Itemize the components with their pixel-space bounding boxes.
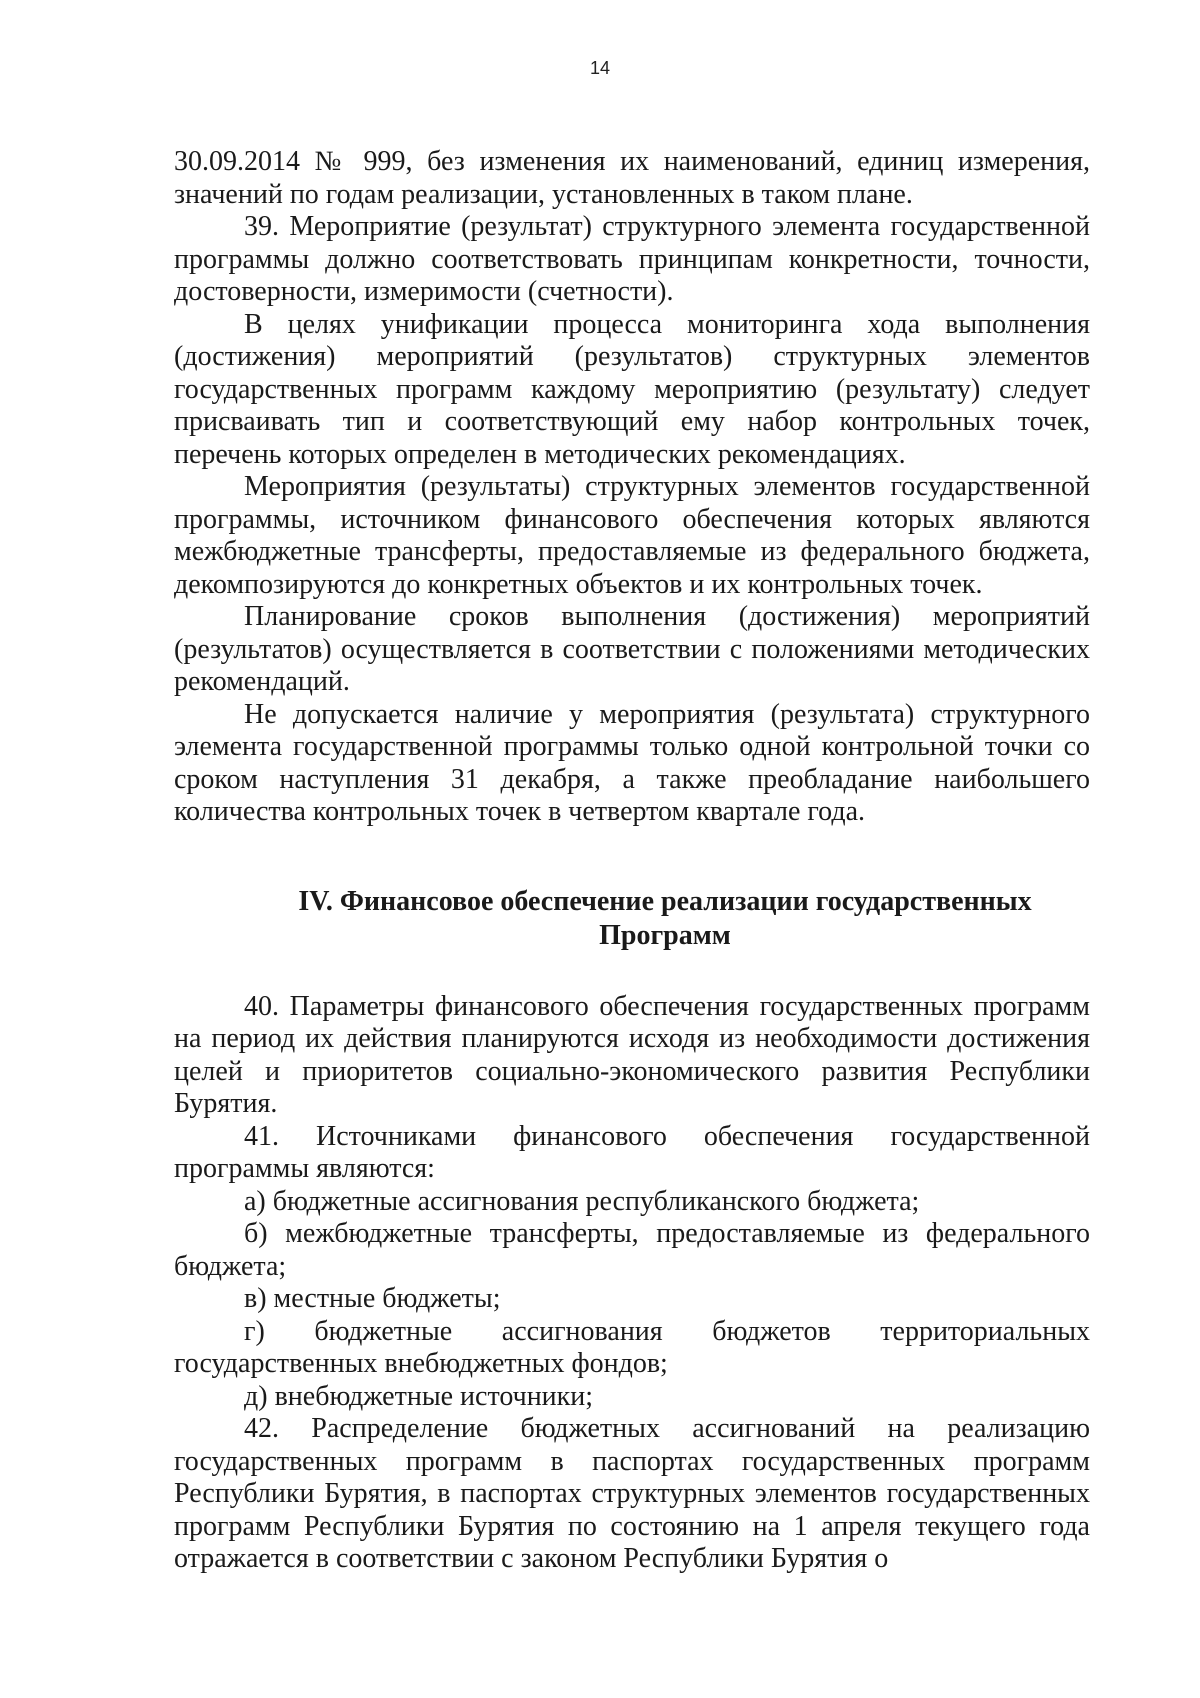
paragraph: в) местные бюджеты; — [244, 1283, 501, 1314]
paragraph: 39. Мероприятие (результат) структурного элемента государственной программы должно соответствовать принципам конкретности, точности, достоверности, измеримости (счетности). — [174, 211, 1090, 307]
paragraphs-after-section — [174, 991, 1090, 1576]
paragraph: В целях унификации процесса мониторинга хода выполнения (достижения) мероприятий (результатов) структурных элементов государственных программ каждому мероприятию (результату) следует присваивать тип и соответствующий ему набор контрольных точек, перечень которых определен в методических рекомендациях. — [174, 308, 1090, 470]
paragraph: 42. Распределение бюджетных ассигнований на реализацию государственных программ в паспортах государственных программ Республики Бурятия, в паспортах структурных элементов государственных программ Республики Бурятия по состоянию на 1 апреля текущего года отражается в соответствии с законом Республики Бурятия о — [174, 1413, 1090, 1574]
paragraph: 30.09.2014 № 999, без изменения их наименований, единиц измерения, значений по годам реализации, установленных в таком плане. — [174, 146, 1090, 210]
paragraph: Не допускается наличие у мероприятия (результата) структурного элемента государственной программы только одной контрольной точки со сроком наступления 31 декабря, а также преобладание наибольшего количества контрольных точек в четвертом квартале года. — [174, 698, 1090, 827]
paragraph: б) межбюджетные трансферты, предоставляемые из федерального бюджета; — [174, 1218, 1090, 1282]
paragraph: а) бюджетные ассигнования республиканского бюджета; — [244, 1185, 920, 1217]
paragraph: д) внебюджетные источники; — [244, 1380, 594, 1412]
document-body — [174, 146, 1090, 1576]
section-heading-line-2: Программ — [599, 919, 731, 951]
paragraph: г) бюджетные ассигнования бюджетов территориальных государственных внебюджетных фондов; — [174, 1315, 1090, 1379]
paragraph: 41. Источниками финансового обеспечения государственной программы являются: — [174, 1120, 1090, 1184]
paragraph: Планирование сроков выполнения (достижения) мероприятий (результатов) осуществляется в соответствии с положениями методических рекомендаций. — [174, 601, 1090, 697]
page-number: 14 — [589, 58, 611, 78]
section-heading-line-1: IV. Финансовое обеспечение реализации государственных — [298, 885, 1032, 917]
section-heading — [174, 885, 1090, 953]
paragraph: 40. Параметры финансового обеспечения государственных программ на период их действия планируются исходя из необходимости достижения целей и приоритетов социально-экономического развития Республики Бурятия. — [174, 990, 1090, 1119]
paragraphs-before-section — [174, 146, 1090, 829]
paragraph: Мероприятия (результаты) структурных элементов государственной программы, источником финансового обеспечения которых являются межбюджетные трансферты, предоставляемые из федерального бюджета, декомпозируются до конкретных объектов и их контрольных точек. — [174, 471, 1090, 600]
